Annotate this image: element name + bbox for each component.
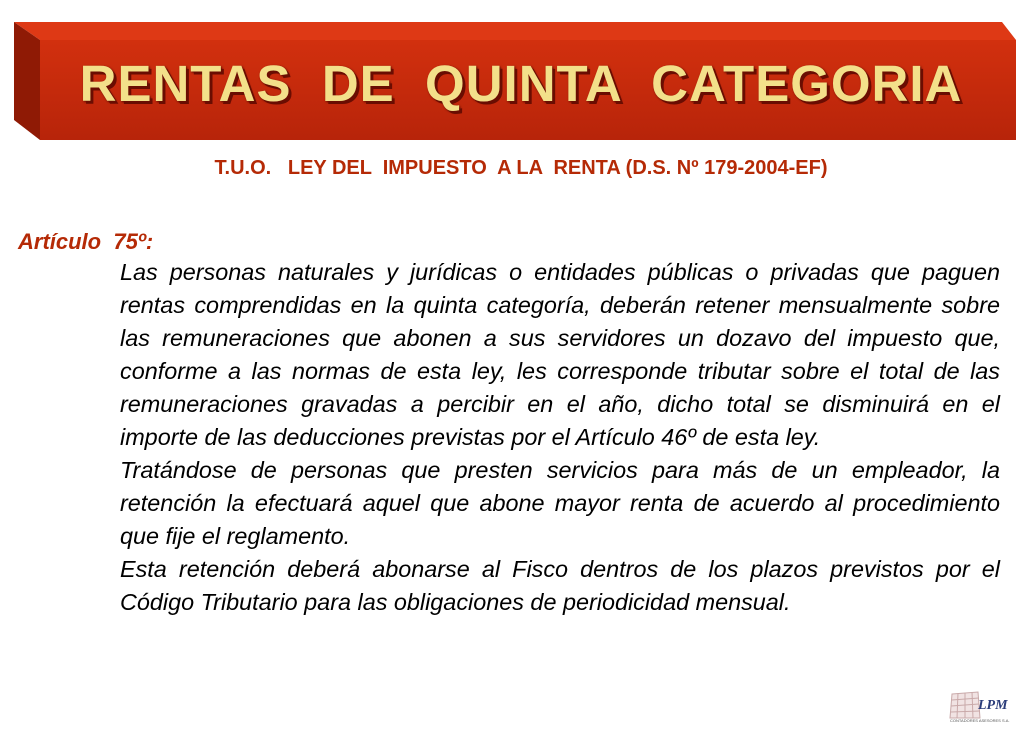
title-banner bbox=[0, 0, 1024, 150]
logo-grid-icon bbox=[948, 690, 982, 720]
article-body bbox=[120, 256, 1000, 619]
company-logo bbox=[948, 690, 1014, 726]
article-paragraph: Esta retención deberá abonarse al Fisco dentros de los plazos previstos por el Código Tributario para las obligaciones de periodicidad mensual. bbox=[120, 556, 1000, 615]
logo-text: LPM bbox=[978, 698, 1008, 713]
slide-title: RENTAS DE QUINTA CATEGORIA bbox=[79, 55, 963, 112]
article-paragraph: Tratándose de personas que presten servicios para más de un empleador, la retención la efectuará aquel que abone mayor renta de acuerdo al procedimiento que fije el reglamento. bbox=[120, 457, 1000, 549]
article-heading: Artículo 75º: bbox=[18, 229, 154, 254]
logo-subtext: CONTADORES ASESORES S.A. bbox=[950, 718, 1010, 723]
article-paragraph: Las personas naturales y jurídicas o entidades públicas o privadas que paguen rentas comprendidas en la quinta categoría, deberán retener mensualmente sobre las remuneraciones que abonen a sus servidores un dozavo del impuesto que, conforme a las normas de esta ley, les corresponde tributar sobre el total de las remuneraciones gravadas a percibir en el año, dicho total se disminuirá en el importe de las deducciones previstas por el Artículo 46º de esta ley. bbox=[120, 259, 1000, 450]
law-reference-subtitle: T.U.O. LEY DEL IMPUESTO A LA RENTA (D.S. Nº 179-2004-EF) bbox=[214, 157, 828, 179]
